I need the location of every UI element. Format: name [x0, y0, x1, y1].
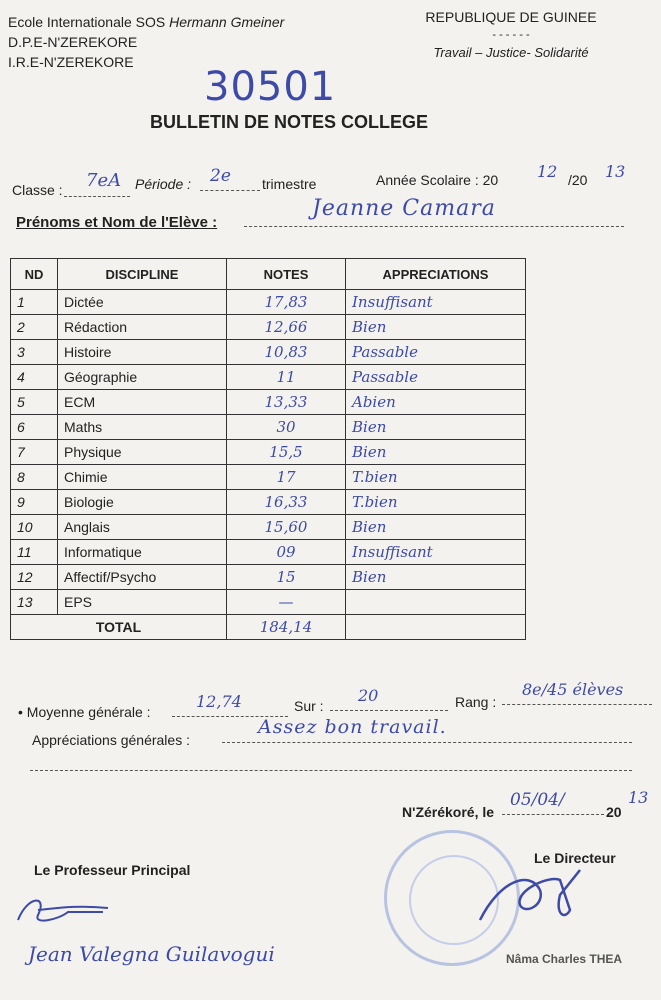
rang-value: 8e/45 élèves	[522, 680, 624, 699]
dpe-label: D.P.E-N'ZEREKORE	[8, 34, 138, 50]
row-appreciation: Bien	[346, 315, 526, 340]
periode-label: Période :	[135, 176, 192, 192]
republic-dashes: - - - - - -	[492, 29, 530, 41]
annee-label: Année Scolaire : 20	[376, 172, 499, 188]
row-note: 16,33	[227, 490, 346, 515]
document-number: 30501	[204, 64, 337, 110]
row-discipline: Biologie	[58, 490, 227, 515]
row-discipline: Dictée	[58, 290, 227, 315]
row-appreciation	[346, 590, 526, 615]
row-appreciation: Passable	[346, 340, 526, 365]
motto-label: Travail – Justice- Solidarité	[433, 45, 589, 60]
appreciations-value: Assez bon travail.	[258, 716, 447, 738]
row-nd: 2	[11, 315, 58, 340]
ire-label: I.R.E-N'ZEREKORE	[8, 54, 134, 70]
row-nd: 13	[11, 590, 58, 615]
row-discipline: Physique	[58, 440, 227, 465]
row-appreciation: Passable	[346, 365, 526, 390]
row-appreciation: Insuffisant	[346, 290, 526, 315]
row-nd: 1	[11, 290, 58, 315]
row-note: 13,33	[227, 390, 346, 415]
row-discipline: Histoire	[58, 340, 227, 365]
row-note: 11	[227, 365, 346, 390]
table-row	[11, 340, 526, 365]
row-discipline: EPS	[58, 590, 227, 615]
row-nd: 5	[11, 390, 58, 415]
row-appreciation: Bien	[346, 415, 526, 440]
table-row	[11, 415, 526, 440]
row-appreciation: T.bien	[346, 465, 526, 490]
row-note: —	[227, 590, 346, 615]
row-nd: 3	[11, 340, 58, 365]
row-nd: 10	[11, 515, 58, 540]
table-row	[11, 290, 526, 315]
row-discipline: Maths	[58, 415, 227, 440]
rang-label: Rang :	[455, 694, 497, 710]
eleve-value: Jeanne Camara	[312, 196, 496, 221]
row-nd: 8	[11, 465, 58, 490]
row-note: 10,83	[227, 340, 346, 365]
moyenne-label: • Moyenne générale :	[18, 704, 151, 720]
row-note: 15	[227, 565, 346, 590]
annee-sep: /20	[568, 172, 588, 188]
prof-name: Jean Valegna Guilavogui	[28, 942, 275, 966]
row-appreciation: T.bien	[346, 490, 526, 515]
date-value: 05/04/	[510, 790, 565, 810]
table-header-row	[11, 259, 526, 290]
periode-suffix: trimestre	[262, 176, 317, 192]
row-discipline: Affectif/Psycho	[58, 565, 227, 590]
table-row	[11, 315, 526, 340]
republic-label: REPUBLIQUE DE GUINEE	[425, 9, 597, 25]
appreciations-label: Appréciations générales :	[32, 732, 190, 748]
row-note: 15,5	[227, 440, 346, 465]
total-label: TOTAL	[11, 615, 227, 640]
header-discipline: DISCIPLINE	[58, 259, 227, 290]
row-note: 15,60	[227, 515, 346, 540]
table-row	[11, 590, 526, 615]
eleve-label: Prénoms et Nom de l'Elève :	[16, 214, 218, 231]
row-appreciation: Bien	[346, 565, 526, 590]
sur-label: Sur :	[294, 698, 324, 714]
row-nd: 12	[11, 565, 58, 590]
table-row	[11, 365, 526, 390]
director-label: Le Directeur	[534, 850, 616, 866]
row-discipline: ECM	[58, 390, 227, 415]
total-value: 184,14	[227, 615, 346, 640]
row-nd: 6	[11, 415, 58, 440]
prof-signature-icon	[8, 890, 118, 940]
header-nd: ND	[11, 259, 58, 290]
prof-label: Le Professeur Principal	[34, 862, 191, 878]
school-name: Hermann Gmeiner	[169, 14, 285, 30]
annee-start: 12	[537, 162, 558, 181]
table-row	[11, 565, 526, 590]
row-note: 17,83	[227, 290, 346, 315]
row-nd: 9	[11, 490, 58, 515]
table-row	[11, 440, 526, 465]
document-title: BULLETIN DE NOTES COLLEGE	[150, 112, 429, 132]
row-appreciation: Bien	[346, 515, 526, 540]
total-row	[11, 615, 526, 640]
row-note: 17	[227, 465, 346, 490]
school-header	[8, 12, 284, 72]
director-signature-icon	[470, 860, 590, 940]
row-appreciation: Insuffisant	[346, 540, 526, 565]
row-discipline: Chimie	[58, 465, 227, 490]
classe-label: Classe :	[12, 182, 63, 198]
row-discipline: Informatique	[58, 540, 227, 565]
grades-table	[10, 258, 526, 640]
row-discipline: Rédaction	[58, 315, 227, 340]
place-label: N'Zérékoré, le	[402, 804, 495, 820]
year-prefix: 20	[606, 804, 622, 820]
classe-value: 7eA	[86, 170, 122, 191]
table-row	[11, 515, 526, 540]
table-row	[11, 390, 526, 415]
annee-end: 13	[605, 162, 626, 181]
total-appreciation-cell	[346, 615, 526, 640]
row-nd: 7	[11, 440, 58, 465]
school-label: Ecole Internationale SOS	[8, 14, 166, 30]
row-discipline: Géographie	[58, 365, 227, 390]
row-appreciation: Bien	[346, 440, 526, 465]
row-note: 30	[227, 415, 346, 440]
sur-value: 20	[358, 686, 379, 705]
row-appreciation: Abien	[346, 390, 526, 415]
year-value: 13	[628, 788, 649, 807]
table-row	[11, 540, 526, 565]
row-discipline: Anglais	[58, 515, 227, 540]
republic-header	[416, 8, 606, 62]
header-appreciations: APPRECIATIONS	[346, 259, 526, 290]
row-nd: 11	[11, 540, 58, 565]
row-note: 12,66	[227, 315, 346, 340]
row-note: 09	[227, 540, 346, 565]
table-row	[11, 490, 526, 515]
moyenne-value: 12,74	[196, 692, 242, 711]
row-nd: 4	[11, 365, 58, 390]
director-name: Nâma Charles THEA	[506, 952, 623, 966]
periode-value: 2e	[210, 166, 231, 186]
header-notes: NOTES	[227, 259, 346, 290]
table-row	[11, 465, 526, 490]
